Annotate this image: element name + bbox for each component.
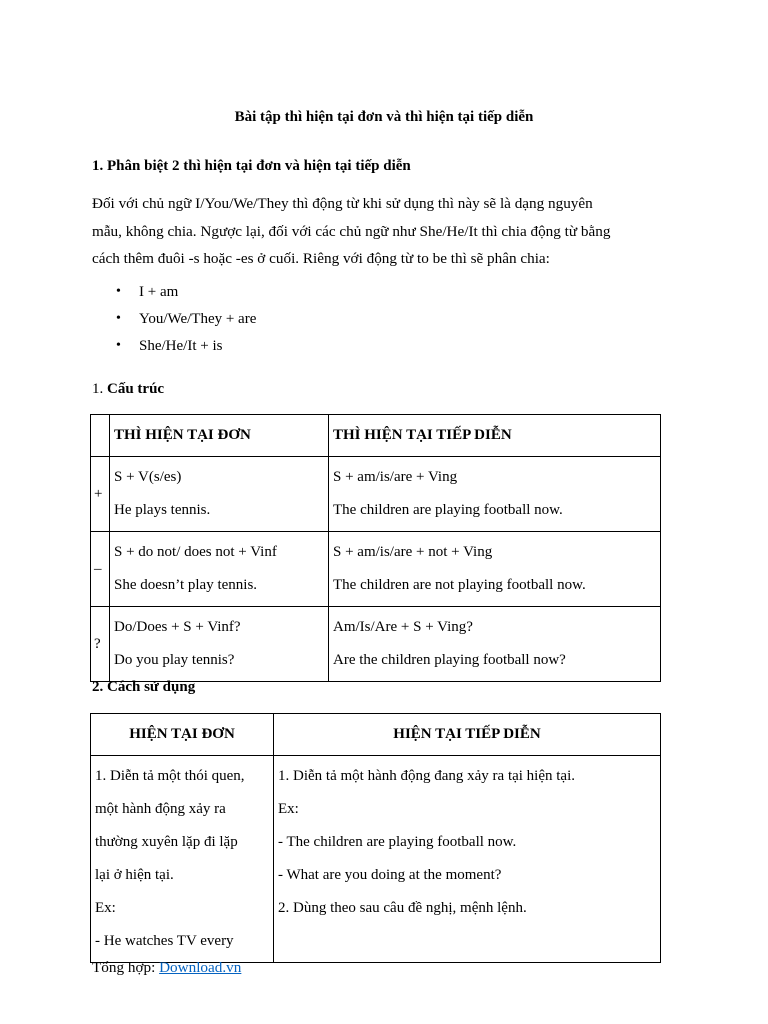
bullet-icon: • (116, 337, 121, 353)
footer (92, 959, 241, 977)
paragraph-line: Đối với chủ ngữ I/You/We/They thì động từ khi sử dụng thì này sẽ là dạng nguyên (92, 195, 593, 212)
row-symbol: – (91, 532, 110, 607)
subsection-heading-usage: 2. Cách sử dụng (92, 679, 196, 695)
download-link[interactable]: Download.vn (159, 959, 242, 976)
table-header-cell: THÌ HIỆN TẠI TIẾP DIỄN (329, 415, 661, 457)
paragraph-line: mẫu, không chia. Ngược lại, đối với các chủ ngữ như She/He/It thì chia động từ bằng (92, 222, 611, 240)
table-cell: S + do not/ does not + Vinf She doesn’t play tennis. (110, 532, 329, 607)
table-header-cell: THÌ HIỆN TẠI ĐƠN (110, 415, 329, 457)
table-header-row (91, 415, 661, 457)
table-cell: 1. Diễn tả một thói quen, một hành động xảy ra thường xuyên lặp đi lặp lại ở hiện tại. Ex: - He watches TV every (91, 756, 274, 963)
table-row (91, 532, 661, 607)
subsection-heading-structure: 1. Cấu trúc (92, 381, 165, 397)
list-item: • I + am (92, 278, 256, 305)
row-symbol: ? (91, 607, 110, 682)
footer-label: Tổng hợp: (92, 959, 156, 976)
intro-paragraph (92, 190, 676, 273)
list-item: • You/We/They + are (92, 305, 256, 332)
list-item: • She/He/It + is (92, 332, 256, 359)
table-header-cell (91, 415, 110, 457)
table-row (91, 756, 661, 963)
bullet-icon: • (116, 283, 121, 299)
table-cell: S + am/is/are + Ving The children are playing football now. (329, 457, 661, 532)
table-header-cell: HIỆN TẠI ĐƠN (91, 714, 274, 756)
structure-table (90, 414, 661, 682)
table-cell: S + V(s/es) He plays tennis. (110, 457, 329, 532)
paragraph-line: cách thêm đuôi -s hoặc -es ở cuối. Riêng với động từ to be thì sẽ phân chia: (92, 250, 550, 267)
row-symbol: + (91, 457, 110, 532)
table-header-cell: HIỆN TẠI TIẾP DIỄN (274, 714, 661, 756)
table-row (91, 457, 661, 532)
usage-table (90, 713, 661, 963)
table-cell: Do/Does + S + Vinf? Do you play tennis? (110, 607, 329, 682)
section-heading-1: 1. Phân biệt 2 thì hiện tại đơn và hiện tại tiếp diễn (92, 158, 411, 174)
table-cell: 1. Diễn tả một hành động đang xảy ra tại hiện tại. Ex: - The children are playing football now. - What are you doing at the moment? 2. Dùng theo sau câu đề nghị, mệnh lệnh. (274, 756, 661, 963)
bullet-icon: • (116, 310, 121, 326)
table-header-row (91, 714, 661, 756)
table-row (91, 607, 661, 682)
page-title: Bài tập thì hiện tại đơn và thì hiện tại tiếp diễn (234, 109, 534, 125)
bullet-list (92, 278, 256, 359)
table-cell: S + am/is/are + not + Ving The children are not playing football now. (329, 532, 661, 607)
table-cell: Am/Is/Are + S + Ving? Are the children playing football now? (329, 607, 661, 682)
